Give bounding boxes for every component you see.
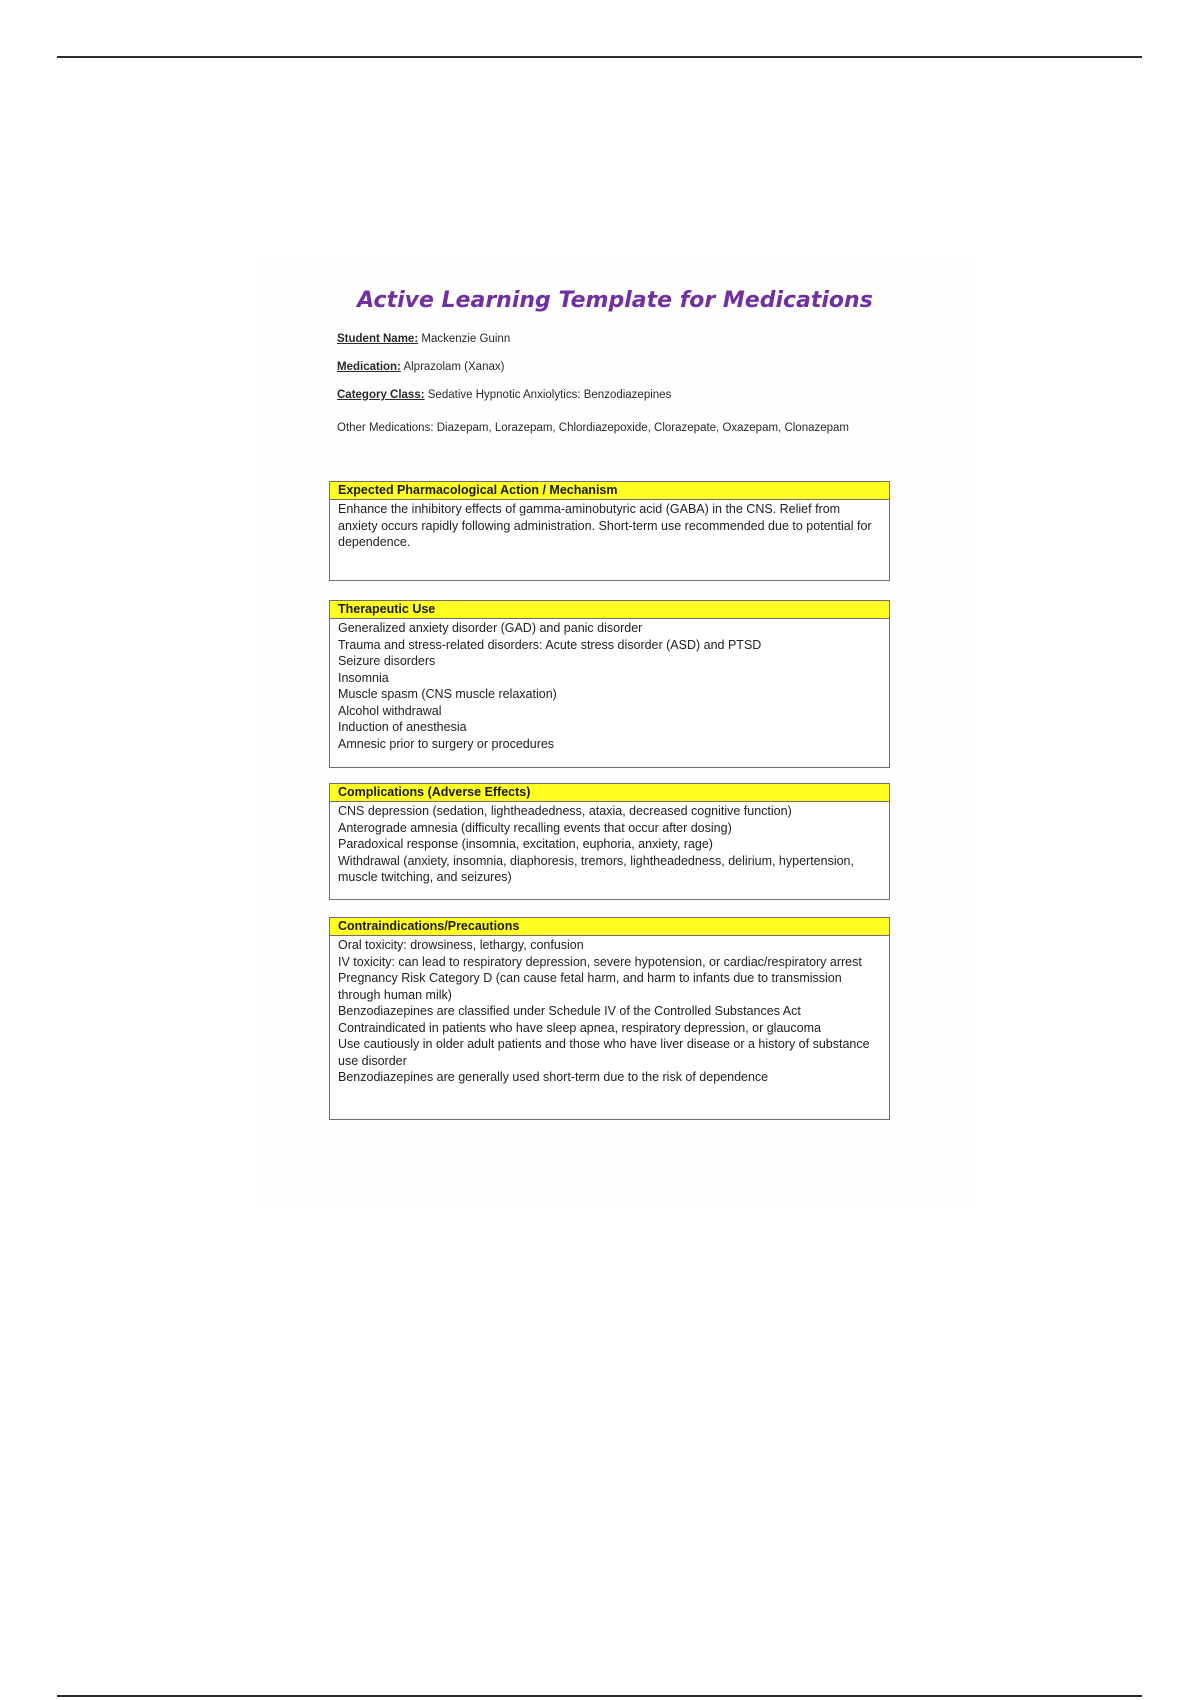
section-line: Benzodiazepines are classified under Schedule IV of the Controlled Substances Act	[338, 1004, 801, 1018]
section-body	[330, 500, 889, 551]
section-line: Induction of anesthesia	[338, 720, 467, 734]
category-class-field	[337, 389, 671, 401]
document-title: Active Learning Template for Medications	[357, 288, 873, 313]
section-line: Anterograde amnesia (difficulty recalling events that occur after dosing)	[338, 820, 732, 835]
section-line: IV toxicity: can lead to respiratory depression, severe hypotension, or cardiac/respiratory arrest	[338, 954, 862, 969]
section-body	[330, 936, 889, 1086]
section-heading: Contraindications/Precautions	[330, 918, 889, 936]
section-line: Alcohol withdrawal	[338, 703, 442, 718]
section-line: Oral toxicity: drowsiness, lethargy, confusion	[338, 938, 584, 952]
section-line: Contraindicated in patients who have sleep apnea, respiratory depression, or glaucoma	[338, 1020, 821, 1035]
section-line: Generalized anxiety disorder (GAD) and panic disorder	[338, 621, 643, 635]
section-line: Pregnancy Risk Category D (can cause fetal harm, and harm to infants due to transmission through human milk)	[338, 971, 842, 1002]
section-line: Amnesic prior to surgery or procedures	[338, 736, 555, 751]
category-class-value: Sedative Hypnotic Anxiolytics: Benzodiazepines	[427, 389, 672, 401]
section-line: Muscle spasm (CNS muscle relaxation)	[338, 687, 557, 701]
section-box-mechanism	[329, 481, 890, 581]
document-page	[255, 258, 975, 1208]
section-heading: Therapeutic Use	[330, 601, 889, 619]
section-heading: Expected Pharmacological Action / Mechanism	[330, 482, 889, 500]
section-line: Seizure disorders	[338, 654, 436, 668]
section-body	[330, 619, 889, 752]
section-heading: Complications (Adverse Effects)	[330, 784, 889, 802]
section-line: Trauma and stress-related disorders: Acute stress disorder (ASD) and PTSD	[338, 637, 762, 652]
page-top-rule	[57, 56, 1142, 58]
medication-value: Alprazolam (Xanax)	[403, 361, 505, 373]
section-line: Enhance the inhibitory effects of gamma-aminobutyric acid (GABA) in the CNS. Relief from anxiety occurs rapidly following administration. Short-term use recommended due to potential for dependence.	[338, 502, 872, 549]
student-name-field	[337, 333, 510, 345]
section-line: CNS depression (sedation, lightheadedness, ataxia, decreased cognitive function)	[338, 804, 792, 818]
student-name-label: Student Name:	[337, 333, 419, 345]
section-body	[330, 802, 889, 886]
section-line: Benzodiazepines are generally used short-term due to the risk of dependence	[338, 1070, 769, 1084]
section-box-contraindications	[329, 917, 890, 1120]
medication-label: Medication:	[337, 361, 401, 373]
section-box-therapeutic-use	[329, 600, 890, 768]
category-class-label: Category Class:	[337, 389, 425, 401]
section-line: Use cautiously in older adult patients and those who have liver disease or a history of substance use disorder	[338, 1037, 870, 1068]
section-box-complications	[329, 783, 890, 900]
section-line: Insomnia	[338, 670, 389, 685]
other-medications: Other Medications: Diazepam, Lorazepam, Chlordiazepoxide, Clorazepate, Oxazepam, Clonazepam	[337, 422, 850, 434]
medication-field	[337, 361, 504, 373]
section-line: Paradoxical response (insomnia, excitation, euphoria, anxiety, rage)	[338, 837, 713, 851]
page-bottom-rule	[57, 1695, 1142, 1697]
student-name-value: Mackenzie Guinn	[421, 333, 511, 345]
section-line: Withdrawal (anxiety, insomnia, diaphoresis, tremors, lightheadedness, delirium, hypertension, muscle twitching, and seizures)	[338, 853, 854, 884]
